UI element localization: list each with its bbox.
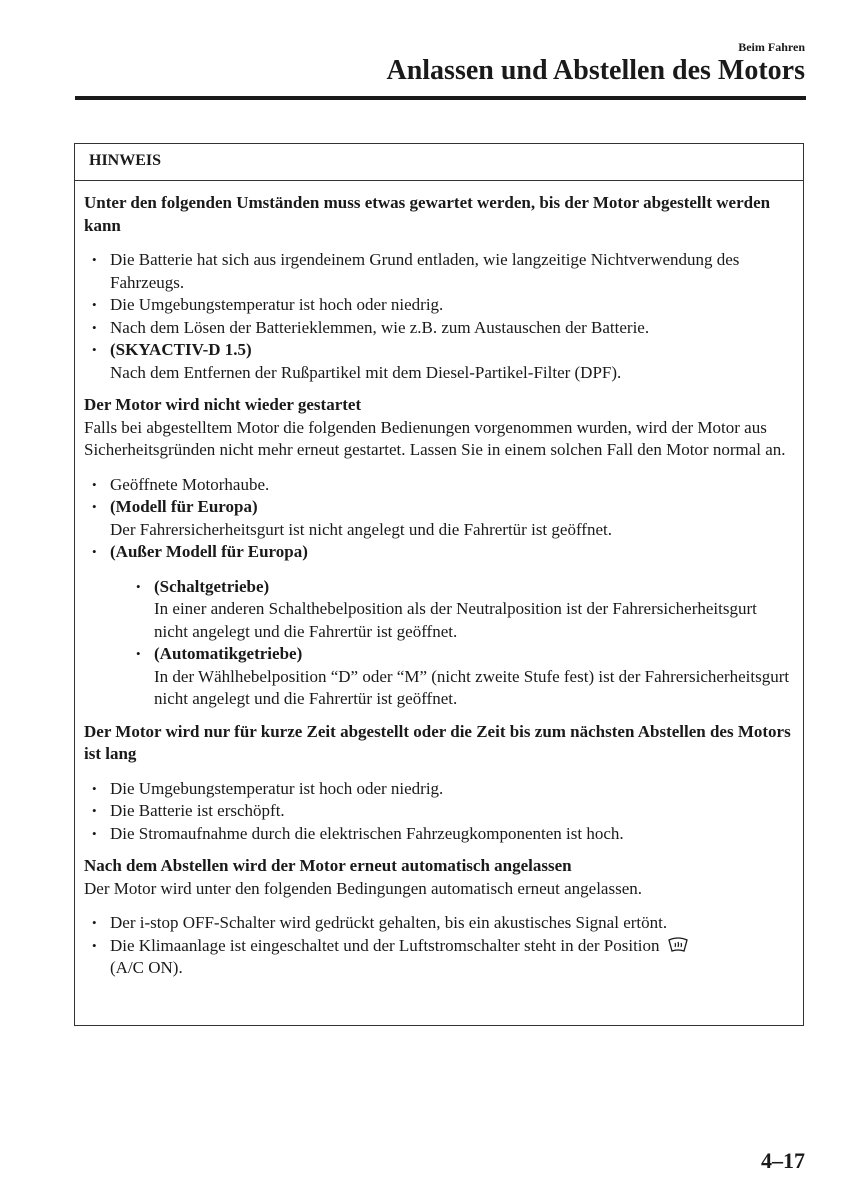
list-item	[84, 935, 793, 980]
sub-list-item	[128, 643, 793, 711]
list-item-qualifier: (Automatikgetriebe)	[154, 644, 303, 663]
list-item-text: (A/C ON).	[110, 958, 183, 977]
note-box	[74, 143, 804, 1026]
section-heading-waiting: Unter den folgenden Umständen muss etwas gewartet werden, bis der Motor abgestellt werden kann	[84, 193, 771, 235]
section-heading-short-stop: Der Motor wird nur für kurze Zeit abgestellt oder die Zeit bis zum nächsten Abstellen des Motors ist lang	[84, 721, 791, 763]
bullet-list	[84, 912, 793, 980]
page-number: 4–17	[761, 1148, 805, 1173]
list-item: • Der i-stop OFF-Schalter wird gedrückt gehalten, bis ein akustisches Signal ertönt.	[84, 912, 793, 935]
bullet-list	[84, 778, 793, 846]
section-heading-no-restart: Der Motor wird nicht wieder gestartet	[84, 395, 362, 414]
list-item-text: In einer anderen Schalthebelposition als der Neutralposition ist der Fahrersicherheitsgurt nicht angelegt und die Fahrertür ist geöffnet.	[154, 599, 757, 641]
list-item: • Die Batterie ist erschöpft.	[84, 800, 793, 823]
list-item: • Nach dem Lösen der Batterieklemmen, wie z.B. zum Austauschen der Batterie.	[84, 317, 793, 340]
sub-list-item	[128, 576, 793, 644]
list-item-qualifier: (Schaltgetriebe)	[154, 576, 270, 596]
section-heading-auto-restart: Nach dem Abstellen wird der Motor erneut automatisch angelassen	[84, 856, 572, 875]
note-body	[75, 181, 803, 980]
list-item: • Geöffnete Motorhaube.	[84, 474, 793, 497]
list-item-text: Nach dem Entfernen der Rußpartikel mit dem Diesel-Partikel-Filter (DPF).	[110, 362, 622, 382]
sub-bullet-list	[128, 576, 793, 711]
list-item	[84, 496, 793, 541]
note-label: HINWEIS	[75, 144, 803, 181]
list-item: • Die Batterie hat sich aus irgendeinem Grund entladen, wie langzeitige Nichtverwendung des Fahrzeugs.	[84, 249, 793, 294]
title-rule	[75, 96, 806, 100]
list-item-text: In der Wählhebelposition “D” oder “M” (nicht zweite Stufe fest) ist der Fahrersicherheitsgurt nicht angelegt und die Fahrertür ist geöffnet.	[154, 666, 790, 708]
list-item: • Die Umgebungstemperatur ist hoch oder niedrig.	[84, 778, 793, 801]
list-item-qualifier: (Außer Modell für Europa)	[110, 542, 308, 561]
windshield-defroster-icon	[667, 936, 689, 954]
list-item	[84, 541, 793, 711]
bullet-list	[84, 249, 793, 384]
list-item-qualifier: (Modell für Europa)	[110, 497, 258, 516]
section-intro: Der Motor wird unter den folgenden Bedingungen automatisch erneut angelassen.	[84, 878, 643, 898]
page-title: Anlassen und Abstellen des Motors	[386, 55, 805, 86]
list-item: • Die Umgebungstemperatur ist hoch oder niedrig.	[84, 294, 793, 317]
section-label: Beim Fahren	[738, 40, 805, 54]
bullet-list	[84, 474, 793, 711]
section-intro: Falls bei abgestelltem Motor die folgenden Bedienungen vorgenommen wurden, wird der Motor aus Sicherheitsgründen nicht mehr erneut gestartet. Lassen Sie in einem solchen Fall den Motor normal an.	[84, 417, 786, 459]
list-item-text: Die Klimaanlage ist eingeschaltet und der Luftstromschalter steht in der Position	[110, 935, 660, 955]
list-item-qualifier: (SKYACTIV-D 1.5)	[110, 340, 252, 359]
list-item-text: Der Fahrersicherheitsgurt ist nicht angelegt und die Fahrertür ist geöffnet.	[110, 519, 612, 539]
list-item: • Die Stromaufnahme durch die elektrischen Fahrzeugkomponenten ist hoch.	[84, 823, 793, 846]
list-item	[84, 339, 793, 384]
